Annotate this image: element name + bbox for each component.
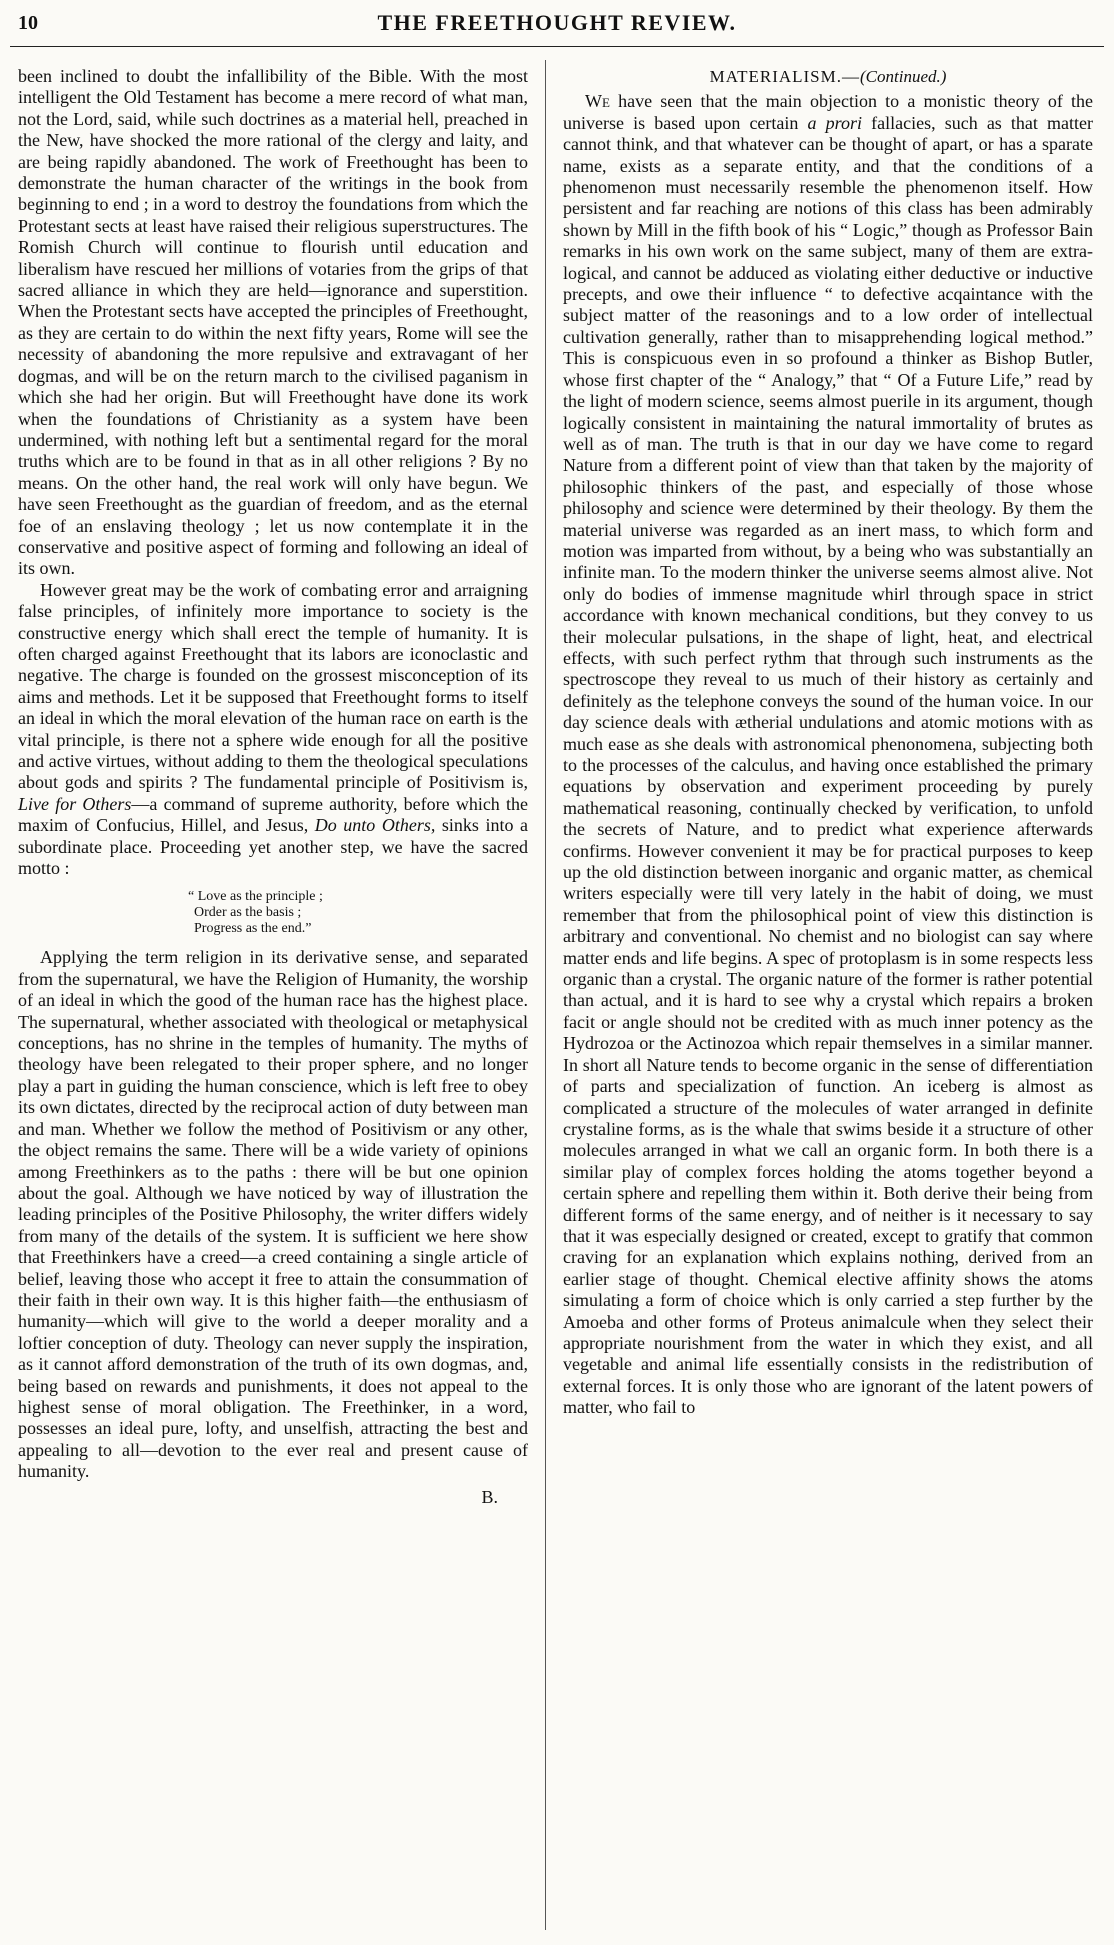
sacred-motto-verse	[188, 889, 528, 937]
article-title	[563, 66, 1093, 87]
right-paragraph-1	[563, 91, 1093, 1418]
left-paragraph-1: been inclined to doubt the infallibility of the Bible. With the most intelligent the Old Testament has become a mere record of what man, not the Lord, said, while such doctrines as a material hell, preached in the New, have shocked the more rational of the clergy and laity, and are being rapidly abandoned. The work of Freethought has been to demonstrate the human character of the writings in the book from beginning to end ; in a word to destroy the foundations from which the Protestant sects at least have raised their religious superstructures. The Romish Church will continue to flourish until education and liberalism have rescued her millions of votaries from the grips of that sacred alliance in which they are held—ignorance and superstition. When the Protestant sects have accepted the principles of Freethought, as they are certain to do within the next fifty years, Rome will see the necessity of abandoning the more repulsive and extravagant of her dogmas, and will be on the return march to the civilised paganism in which she had her origin. But will Freethought have done its work when the foundations of Christianity as a system have been undermined, with nothing left but a sentimental regard for the moral truths which are to be found in that as in all other religions ? By no means. On the other hand, the real work will only have begun. We have seen Freethought as the guardian of freedom, and as the eternal foe of an enslaving theology ; let us now contemplate it in the conservative and positive aspect of forming and following an ideal of its own.	[18, 66, 528, 579]
do-unto-others-italic: Do unto Others,	[314, 815, 436, 836]
a-priori-italic: a prori	[807, 112, 862, 133]
running-head: THE FREETHOUGHT REVIEW.	[377, 10, 737, 35]
left-paragraph-2	[18, 580, 528, 880]
article-title-text: MATERIALISM.—	[709, 67, 860, 86]
left-column	[18, 66, 528, 1508]
verse-line-3: Progress as the end.”	[194, 921, 312, 937]
left-paragraph-2-text-c: sinks into a subordinate place. Proceeding yet another step, we have the sacred motto :	[18, 815, 528, 879]
live-for-others-italic: Live for Others	[18, 793, 132, 814]
right-paragraph-1-text-b: fallacies, such as that matter cannot think, and that whatever can be thought of apart, or has a sparate name, exists as a separate entity, and that the conditions of a phenomenon must necessarily resemble the phenomenon itself. How persistent and far reaching are notions of this class has been admirably shown by Mill in the fifth book of his “ Logic,” though as Professor Bain remarks in his own work on the same subject, many of them are extra-logical, and cannot be adduced as violating either deductive or inductive precepts, and owe their influence “ to defective acqaintance with the subject matter of the reasonings and to a low order of intellectual cultivation generally, rather than to misapprehending logical method.” This is conspicuous even in so profound a thinker as Bishop Butler, whose first chapter of the “ Analogy,” that “ Of a Future Life,” read by the light of modern science, seems almost puerile in its argument, though logically consistent in maintaining the natural immortality of brutes as well as of man. The truth is that in our day we have come to regard Nature from a different point of view than that taken by the majority of philosophic thinkers of the past, and especially of those whose philosophy and science were determined by their theology. By them the material universe was regarded as an inert mass, to which form and motion was imparted from without, by a being who was substantially an infinite man. To the modern thinker the universe seems almost alive. Not only do bodies of immense magnitude whirl through space in strict accordance with known mechanical conditions, but they convey to us their molecular pulsations, in the shape of light, heat, and electrical effects, with such perfect rythm that through such instruments as the spectroscope they reveal to us much of their history as certainly and definitely as the telephone conveys the sound of the human voice. In our day science deals with ætherial undulations and atomic motions with as much ease as she deals with astronomical phenonomena, subjecting both to the processes of the calculus, and having once established the primary equations by observation and experiment proceeding by purely mathematical reasoning, continually checked by verification, to unfold the secrets of Nature, and to predict what experience afterwards confirms. However convenient it may be for practical purposes to keep up the old distinction between inorganic and organic matter, as chemical writers especially were till very lately in the habit of doing, we must remember that from the philosophical point of view this distinction is arbitrary and conventional. No chemist and no biologist can say where matter ends and life begins. A spec of protoplasm is in some respects less organic than a crystal. The organic nature of the former is rather potential than actual, and it is hard to see why a crystal which repairs a broken facit or angle should not be credited with as much inner potency as the Hydrozoa or the Actinozoa which repair themselves in a similar manner. In short all Nature tends to become organic in the sense of differentiation of parts and specialization of function. An iceberg is almost as complicated a structure of the molecules of water arranged in definite crystaline forms, as is the whale that swims beside it a structure of other molecules arranged in what we call an organic form. In both there is a similar play of complex forces holding the atoms together beyond a certain sphere and repelling them within it. Both derive their being from different forms of the same energy, and of neither is it necessary to say that it was especially designed or created, except to gratify that common craving for an explanation which explains nothing, derived from an earlier stage of thought. Chemical elective affinity shows the atoms simulating a form of choice which is only carried a step further by the Amoeba and other forms of Proteus animalcule when they select their appropriate nourishment from the water in which they exist, and all vegetable and animal life essentially consists in the redistribution of external forces. It is only those who are ignorant of the latent powers of matter, who fail to	[563, 112, 1094, 1418]
drop-word: We	[585, 91, 610, 112]
verse-line-1: “ Love as the principle ;	[188, 889, 323, 905]
header-rule	[10, 46, 1104, 47]
column-divider	[545, 60, 546, 1930]
article-title-continued: (Continued.)	[860, 67, 947, 86]
left-paragraph-2-text-a: However great may be the work of combating error and arraigning false principles, of infinitely more importance to society is the constructive energy which shall erect the temple of humanity. It is often charged against Freethought that its labors are iconoclastic and negative. The charge is founded on the grossest misconception of its aims and methods. Let it be supposed that Freethought forms to itself an ideal in which the moral elevation of the human race on earth is the vital principle, is there not a sphere wide enough for all the positive and active virtues, without adding to them the theological speculations about gods and spirits ? The fundamental principle of Positivism is,	[18, 579, 528, 793]
page-number: 10	[18, 12, 38, 34]
page-header	[10, 6, 1104, 44]
right-column	[563, 66, 1093, 1419]
left-paragraph-3: Applying the term religion in its derivative sense, and separated from the supernatural, we have the Religion of Humanity, the worship of an ideal in which the good of the human race has the highest place. The supernatural, whether associated with theological or metaphysical conceptions, has no shrine in the temples of humanity. The myths of theology have been relegated to their proper sphere, and no longer play a part in guiding the human conscience, which is left free to obey its own dictates, directed by the reciprocal action of duty between man and man. Whether we follow the method of Positivism or any other, the object remains the same. There will be a wide variety of opinions among Freethinkers as to the paths : there will be but one opinion about the goal. Although we have noticed by way of illustration the leading principles of the Positive Philosophy, the writer differs widely from many of the details of the system. It is sufficient we here show that Freethinkers have a creed—a creed containing a single article of belief, leaving those who accept it free to attain the consummation of their faith in their own way. It is this higher faith—the enthusiasm of humanity—which will give to the world a deeper morality and a loftier conception of duty. Theology can never supply the inspiration, as it cannot afford demonstration of the truth of its own dogmas, and, being based on rewards and punishments, it does not appeal to the highest sense of moral obligation. The Freethinker, in a word, possesses an ideal pure, lofty, and unselfish, attracting the best and appealing to all—devotion to the ever real and present cause of humanity.	[18, 947, 528, 1482]
left-paragraph-2-text-b: —a command of supreme authority, before which the maxim of Confucius, Hillel, and Jesus,	[18, 793, 528, 836]
verse-line-2: Order as the basis ;	[194, 905, 302, 921]
author-signature: B.	[481, 1486, 498, 1507]
right-paragraph-1-text-a: have seen that the main objection to a monistic theory of the universe is based upon certain	[563, 91, 1094, 133]
